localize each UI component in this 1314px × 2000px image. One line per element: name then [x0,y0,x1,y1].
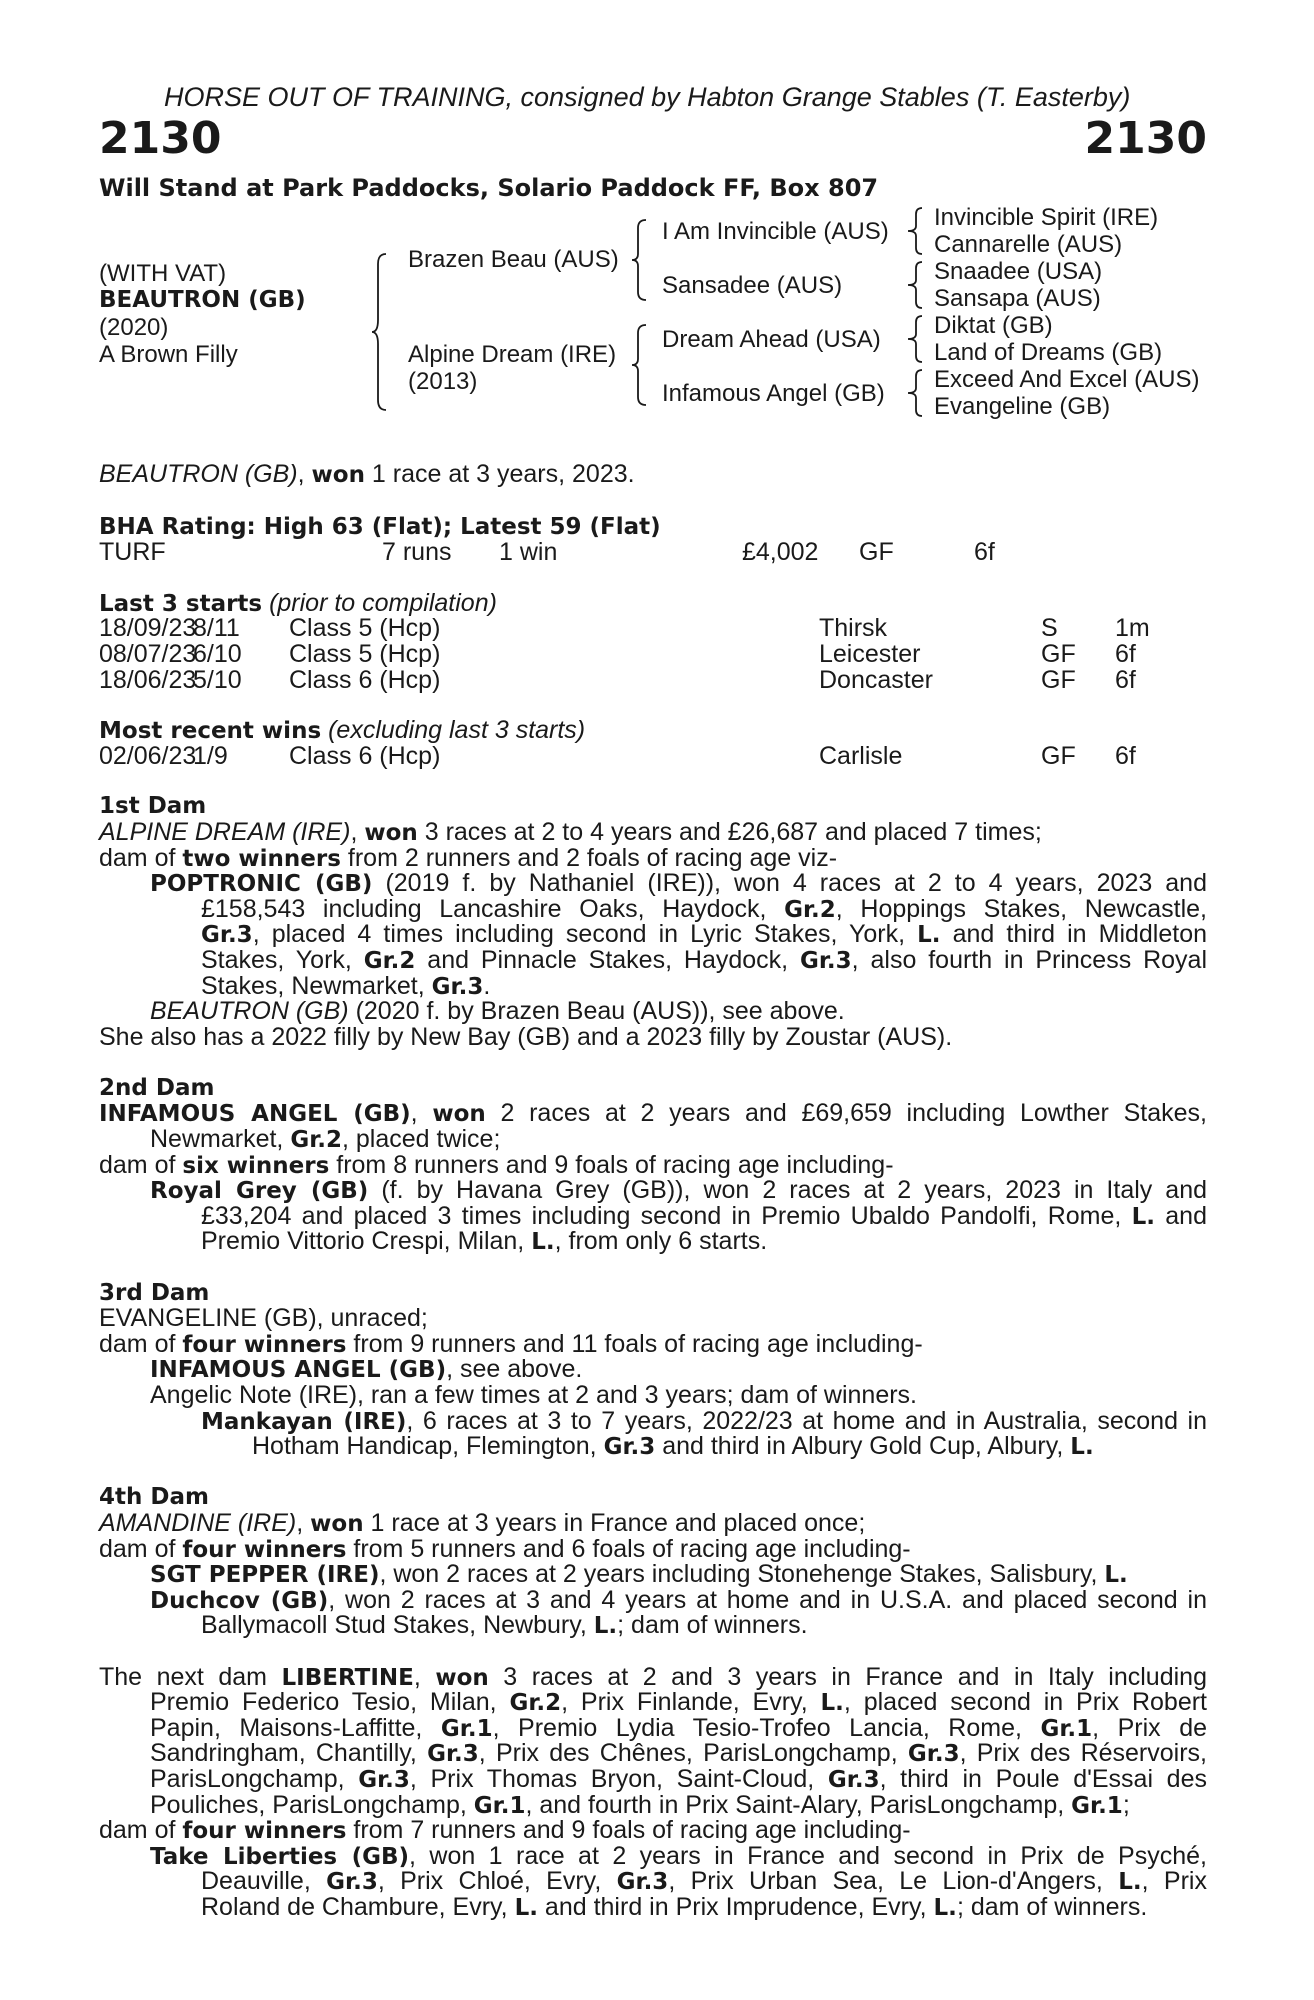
produce-duchcov: Duchcov (GB), won 2 races at 3 and 4 years at home and in U.S.A. and placed second in [150,1587,1207,1614]
race-going: GF [1041,665,1076,694]
first-dam-line: ALPINE DREAM (IRE), won 3 races at 2 to 4 years and £26,687 and placed 7 times; [99,817,1042,846]
race-date: 18/06/23 [99,665,197,694]
last-starts-table [99,616,1207,693]
pedigree-bracket-g3-3 [908,314,928,364]
race-date: 18/09/23 [99,614,197,643]
produce-poptronic: POPTRONIC (GB) (2019 f. by Nathaniel (IRE)), won 4 races at 2 to 4 years, 2023 and [150,871,1207,897]
pedigree-bracket-g3-1 [908,206,928,256]
fourth-dam-line: AMANDINE (IRE), won 1 race at 3 years in France and placed once; [99,1508,866,1537]
race-course: Leicester [819,639,921,668]
pedigree-sire: Brazen Beau (AUS) [408,246,619,273]
pedigree-dam: Alpine Dream (IRE) [408,341,617,368]
stand-location: Will Stand at Park Paddocks, Solario Paddock FF, Box 807 [99,174,879,202]
pedigree-g3-2: Cannarelle (AUS) [934,231,1123,258]
race-pos: 5/10 [193,665,242,694]
produce-angelic-note: Angelic Note (IRE), ran a few times at 2 and 3 years; dam of winners. [150,1381,918,1409]
bha-rating-row: TURF 7 runs 1 win £4,002 GF 6f [99,538,995,567]
race-going: GF [1041,639,1076,668]
horse-name: BEAUTRON (GB) [99,287,306,313]
race-dist: 6f [1115,639,1136,668]
race-row [99,616,1207,642]
race-going: GF [1041,741,1076,770]
pedigree-dam-dam: Infamous Angel (GB) [662,380,885,407]
second-dam-line: INFAMOUS ANGEL (GB), won 2 races at 2 years and £69,659 including Lowther Stakes, [99,1101,1207,1128]
next-dam-line: The next dam LIBERTINE, won 3 races at 2 and 3 years in France and in Italy including [99,1664,1207,1691]
pedigree-g3-5: Diktat (GB) [934,312,1053,339]
third-dam-title: 3rd Dam [99,1279,210,1306]
pedigree-g3-8: Evangeline (GB) [934,393,1111,420]
fourth-dam-title: 4th Dam [99,1484,209,1511]
race-course: Thirsk [819,614,888,643]
race-class: Class 5 (Hcp) [289,614,441,643]
next-dam-produce-line: dam of four winners from 7 runners and 9 foals of racing age including- [99,1816,911,1845]
race-course: Carlisle [819,741,903,770]
first-dam-title: 1st Dam [99,793,207,820]
race-going: S [1041,614,1058,643]
race-row [99,639,1207,668]
horse-description: A Brown Filly [99,341,238,368]
race-dist: 6f [1115,665,1136,694]
pedigree-g3-1: Invincible Spirit (IRE) [934,204,1159,231]
produce-take-liberties: Take Liberties (GB), won 1 race at 2 years in France and second in Prix de Psyché, [150,1843,1207,1870]
pedigree-bracket-g3-2 [908,260,928,310]
consignment-line: HORSE OUT OF TRAINING, consigned by Habton Grange Stables (T. Easterby) [164,82,1131,112]
pedigree-bracket-main [372,252,392,412]
pedigree-bracket-sire [632,218,652,302]
race-row [99,741,1207,770]
race-summary: BEAUTRON (GB), won 1 race at 3 years, 2023. [99,460,635,488]
race-pos: 6/10 [193,639,242,668]
race-pos: 8/11 [193,614,240,643]
last-starts-title: Last 3 starts (prior to compilation) [99,588,497,617]
produce-mankayan: Mankayan (IRE), 6 races at 3 to 7 years, 2022/23 at home and in Australia, second in [201,1408,1207,1435]
lot-number-right: 2130 [1084,113,1207,164]
horse-year: (2020) [99,314,169,341]
pedigree-bracket-dam [632,323,652,407]
summary-name: BEAUTRON (GB) [99,460,298,488]
pedigree-g3-4: Sansapa (AUS) [934,285,1101,312]
first-dam-produce-line: dam of two winners from 2 runners and 2 foals of racing age viz- [99,843,838,872]
second-dam-title: 2nd Dam [99,1074,215,1101]
pedigree-dam-sire: Dream Ahead (USA) [662,326,881,353]
pedigree-g3-7: Exceed And Excel (AUS) [934,366,1200,393]
race-pos: 1/9 [193,741,228,770]
produce-beautron: BEAUTRON (GB) (2020 f. by Brazen Beau (AUS)), see above. [150,997,845,1026]
second-dam-produce-line: dam of six winners from 8 runners and 9 foals of racing age including- [99,1150,894,1179]
pedigree-bracket-g3-4 [908,368,928,418]
third-dam-produce-line: dam of four winners from 9 runners and 11 foals of racing age including- [99,1329,923,1358]
pedigree-dam-year: (2013) [408,368,478,395]
race-class: Class 5 (Hcp) [289,639,441,668]
horse-vat: (WITH VAT) [99,260,227,287]
race-dist: 1m [1115,614,1150,643]
fourth-dam-produce-line: dam of four winners from 5 runners and 6 foals of racing age including- [99,1534,911,1563]
race-row [99,665,1207,694]
race-course: Doncaster [819,665,933,694]
race-class: Class 6 (Hcp) [289,741,441,770]
race-class: Class 6 (Hcp) [289,665,441,694]
third-dam-line: EVANGELINE (GB), unraced; [99,1304,428,1333]
summary-won: won [311,462,365,488]
pedigree-sire-sire: I Am Invincible (AUS) [662,218,889,245]
catalogue-body: BEAUTRON (GB), won 1 race at 3 years, 2023. BHA Rating: High 63 (Flat); Latest 59 (Flat) TURF 7 runs 1 win £4,002 GF 6f Last 3 starts (prior to compilation) 18/09/23 8/11 Class 5 (Hcp) Thirsk S 1m 08/07/23 6/10 Class 5 (Hcp) Leicester GF 6f 18/06/23 5/10 Class 6 (Hcp) Doncaster GF 6f Most recent wins (excluding last 3 starts) 02/06/23 1/9 Class 6 (Hcp) Carlisle GF 6f 1st Dam ALPINE DREAM (IRE), won 3 races at 2 to 4 years and £26,687 and placed 7 times; dam of two winners from 2 runners and 2 foals of racing age viz- POPTRONIC (GB) (2019 f. by Nathaniel (IRE)), won 4 races at 2 to 4 years, 2023 and £158,543 including Lancashire Oaks, Haydock, Gr.2, Hoppings Stakes, Newcastle, Gr.3, placed 4 times including second in Lyric Stakes, York, L. and third in Middleton Stakes, York, Gr.2 and Pinnacle Stakes, Haydock, Gr.3, also fourth in Princess Royal Stakes, Newmarket, Gr.3. BEAUTRON (GB) (2020 f. by Brazen Beau (AUS)), see above. She also has a 2022 filly by New Bay (GB) and a 2023 filly by Zoustar (AUS). 2nd Dam INFAMOUS ANGEL (GB), won 2 races at 2 years and £69,659 including Lowther Stakes, Newmarket, Gr.2, placed twice; dam of six winners from 8 runners and 9 foals of racing age including- Royal Grey (GB) (f. by Havana Grey (GB)), won 2 races at 2 years, 2023 in Italy and £33,204 and placed 3 times including second in Premio Ubaldo Pandolfi, Rome, L. and Premio Vittorio Crespi, Milan, L., from only 6 starts. 3rd Dam EVANGELINE (GB), unraced; dam of four winners from 9 runners and 11 foals of racing age including- INFAMOUS ANGEL (GB), see above. Angelic Note (IRE), ran a few times at 2 and 3 years; dam of winners. Mankayan (IRE), 6 races at 3 to 7 years, 2022/23 at home and in Australia, second in Hotham Handicap, Flemington, Gr.3 and third in Albury Gold Cup, Albury, L. 4th Dam AMANDINE (IRE), won 1 race at 3 years in France and placed once; dam of four winners from 5 runners and 6 foals of racing age including- SGT PEPPER (IRE), won 2 races at 2 years including Stonehenge Stakes, Salisbury, L. Duchcov (GB), won 2 races at 3 and 4 years at home and in U.S.A. and placed second in Ballymacoll Stud Stakes, Newbury, L.; dam of winners. The next dam LIBERTINE, won 3 races at 2 and 3 years in France and in Italy including Premio Federico Tesio, Milan, Gr.2, Prix Finlande, Evry, L., placed second in Prix Robert Papin, Maisons-Laffitte, Gr.1, Premio Lydia Tesio-Trofeo Lancia, Rome, Gr.1, Prix de Sandringham, Chantilly, Gr.3, Prix des Chênes, ParisLongchamp, Gr.3, Prix des Réservoirs, ParisLongchamp, Gr.3, Prix Thomas Bryon, Saint-Cloud, Gr.3, third in Poule d'Essai des Pouliches, ParisLongchamp, Gr.1, and fourth in Prix Saint-Alary, ParisLongchamp, Gr.1; dam of four winners from 7 runners and 9 foals of racing age including- Take Liberties (GB), won 1 race at 2 years in France and second in Prix de Psyché, Deauville, Gr.3, Prix Chloé, Evry, Gr.3, Prix Urban Sea, Le Lion-d'Angers, L., Prix Roland de Chambure, Evry, L. and third in Prix Imprudence, Evry, L.; dam of winners. [99,460,1207,1921]
race-date: 08/07/23 [99,639,197,668]
pedigree-g3-3: Snaadee (USA) [934,258,1103,285]
recent-wins-title: Most recent wins (excluding last 3 starts) [99,716,586,745]
produce-royal-grey: Royal Grey (GB) (f. by Havana Grey (GB)), won 2 races at 2 years, 2023 in Italy and [150,1178,1207,1204]
produce-sgt-pepper: SGT PEPPER (IRE), won 2 races at 2 years including Stonehenge Stakes, Salisbury, L. [150,1560,1128,1589]
race-dist: 6f [1115,741,1136,770]
bha-rating-title: BHA Rating: High 63 (Flat); Latest 59 (Flat) [99,513,661,540]
pedigree-sire-dam: Sansadee (AUS) [662,272,843,299]
pedigree-g3-6: Land of Dreams (GB) [934,339,1163,366]
recent-wins-table [99,741,1207,770]
first-dam-further-produce: She also has a 2022 filly by New Bay (GB) and a 2023 filly by Zoustar (AUS). [99,1022,953,1051]
produce-infamous-angel: INFAMOUS ANGEL (GB), see above. [150,1355,583,1384]
race-date: 02/06/23 [99,741,197,770]
lot-number-left: 2130 [99,113,222,164]
